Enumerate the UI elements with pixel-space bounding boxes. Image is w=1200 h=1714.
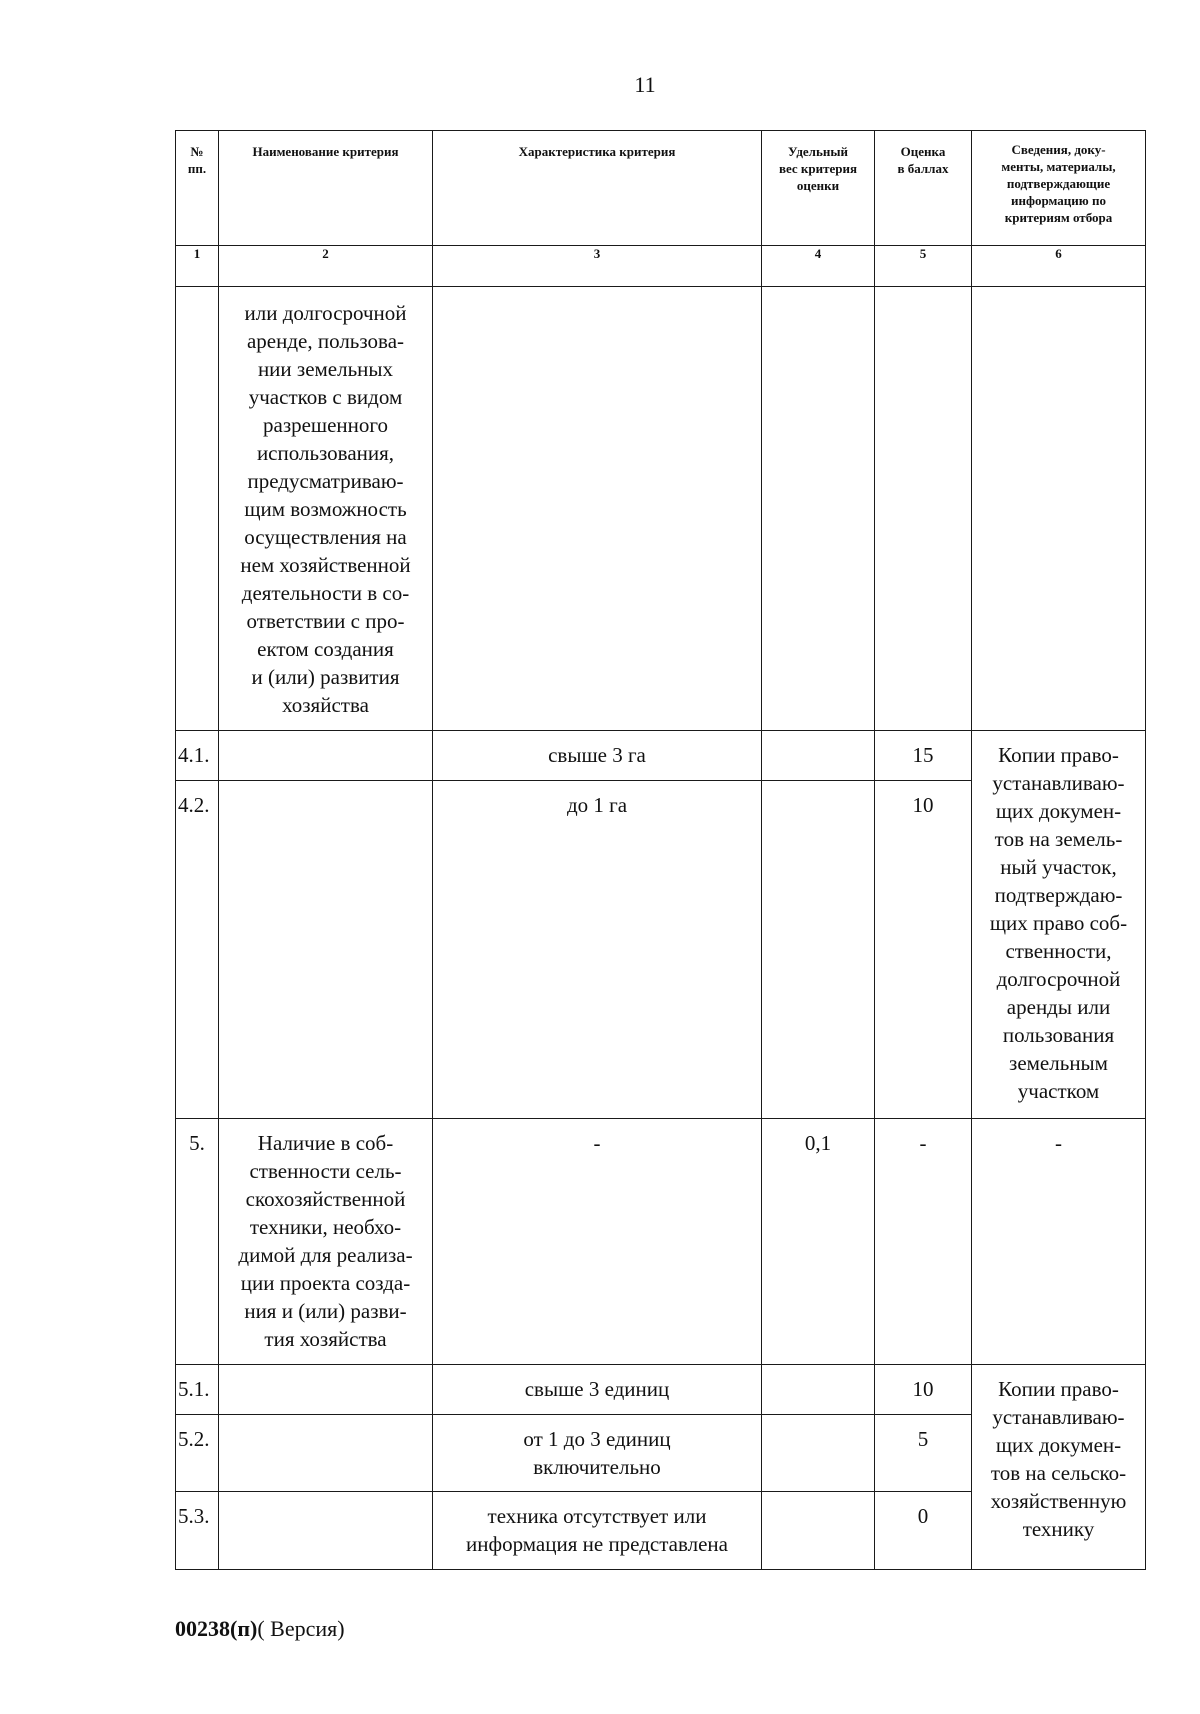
score-value: 0 (917, 1504, 929, 1528)
characteristic-text: свыше 3 единиц (524, 1377, 670, 1401)
characteristic-text: - (593, 1131, 601, 1155)
document-version: ( Версия) (257, 1616, 345, 1641)
score-cell (875, 1119, 972, 1365)
column-number: 4 (762, 246, 875, 287)
row-number: 5.3. (178, 1504, 210, 1528)
header-weight: Удельный вес критерия оценки (762, 131, 875, 246)
table-row (176, 287, 1146, 731)
row-number: 5.2. (178, 1427, 210, 1451)
score-value: - (919, 1131, 927, 1155)
criterion-name-cell (219, 1492, 433, 1570)
criterion-name: Наличие в соб- ственности сель- скохозяйственной техники, необхо- димой для реализа- ции проекта созда- ния и (или) разви- тия хозяйства (238, 1131, 413, 1351)
row-number-cell (176, 1492, 219, 1570)
row-number-cell (176, 1119, 219, 1365)
score-cell (875, 1492, 972, 1570)
table-row (176, 731, 1146, 781)
column-number: 3 (433, 246, 762, 287)
header-number: № пп. (176, 131, 219, 246)
row-number-cell (176, 731, 219, 781)
score-value: 15 (912, 743, 934, 767)
table-row (176, 1119, 1146, 1365)
column-number-row (176, 246, 1146, 287)
documents-cell (972, 287, 1146, 731)
row-number-cell (176, 1415, 219, 1492)
score-value: 10 (912, 1377, 934, 1401)
characteristic-cell (433, 1415, 762, 1492)
weight-cell (762, 1119, 875, 1365)
weight-cell (762, 731, 875, 781)
row-number: 5.1. (178, 1377, 210, 1401)
characteristic-cell (433, 731, 762, 781)
table-row (176, 1365, 1146, 1415)
criteria-table (175, 130, 1146, 1570)
criterion-name-cell (219, 1365, 433, 1415)
documents-text: - (1055, 1131, 1062, 1155)
characteristic-cell (433, 1492, 762, 1570)
row-number-cell (176, 781, 219, 1119)
weight-cell (762, 781, 875, 1119)
row-number-cell (176, 287, 219, 731)
weight-cell (762, 1415, 875, 1492)
column-number: 2 (219, 246, 433, 287)
documents-cell (972, 1119, 1146, 1365)
weight-cell (762, 1365, 875, 1415)
weight-value: 0,1 (804, 1131, 832, 1155)
score-cell (875, 287, 972, 731)
characteristic-text: от 1 до 3 единиц включительно (523, 1427, 671, 1479)
score-value: 5 (917, 1427, 929, 1451)
row-number: 4.1. (178, 743, 210, 767)
documents-text: Копии право- устанавливаю- щих докумен- тов на земель- ный участок, подтверждаю- щих право соб- ственности, долгосрочной аренды или пользования земельным участком (989, 743, 1128, 1103)
column-number: 1 (176, 246, 219, 287)
characteristic-text: техника отсутствует или информация не представлена (466, 1504, 728, 1556)
criterion-name-cell (219, 287, 433, 731)
characteristic-cell (433, 1119, 762, 1365)
characteristic-cell (433, 781, 762, 1119)
column-number: 6 (972, 246, 1146, 287)
score-cell (875, 1365, 972, 1415)
documents-cell (972, 1365, 1146, 1570)
column-number: 5 (875, 246, 972, 287)
score-cell (875, 781, 972, 1119)
criterion-name-cell (219, 1415, 433, 1492)
header-row (176, 131, 1146, 246)
row-number: 4.2. (178, 793, 210, 817)
documents-text: Копии право- устанавливаю- щих докумен- тов на сельско- хозяйственную технику (990, 1377, 1127, 1541)
score-cell (875, 1415, 972, 1492)
document-code: 00238(п) (175, 1616, 258, 1641)
page-number: 11 (634, 72, 656, 97)
characteristic-cell (433, 287, 762, 731)
characteristic-cell (433, 1365, 762, 1415)
criterion-name-cell (219, 1119, 433, 1365)
criterion-name-cell (219, 781, 433, 1119)
header-characteristic: Характеристика критерия (433, 131, 762, 246)
criterion-name-cell (219, 731, 433, 781)
weight-cell (762, 1492, 875, 1570)
document-footer (175, 1616, 345, 1642)
row-number-cell (176, 1365, 219, 1415)
header-documents: Сведения, доку- менты, материалы, подтверждающие информацию по критериям отбора (972, 131, 1146, 246)
characteristic-text: свыше 3 га (548, 743, 646, 767)
criterion-name-continued: или долгосрочной аренде, пользова- нии земельных участков с видом разрешенного использования, предусматриваю- щим возможность осуществления на нем хозяйственной деятельности в со- ответствии с про- ектом создания и (или) развития хозяйства (240, 301, 411, 717)
header-score: Оценка в баллах (875, 131, 972, 246)
header-criterion-name: Наименование критерия (219, 131, 433, 246)
score-value: 10 (912, 793, 934, 817)
documents-cell (972, 731, 1146, 1119)
weight-cell (762, 287, 875, 731)
score-cell (875, 731, 972, 781)
characteristic-text: до 1 га (566, 793, 628, 817)
row-number: 5. (189, 1131, 205, 1155)
